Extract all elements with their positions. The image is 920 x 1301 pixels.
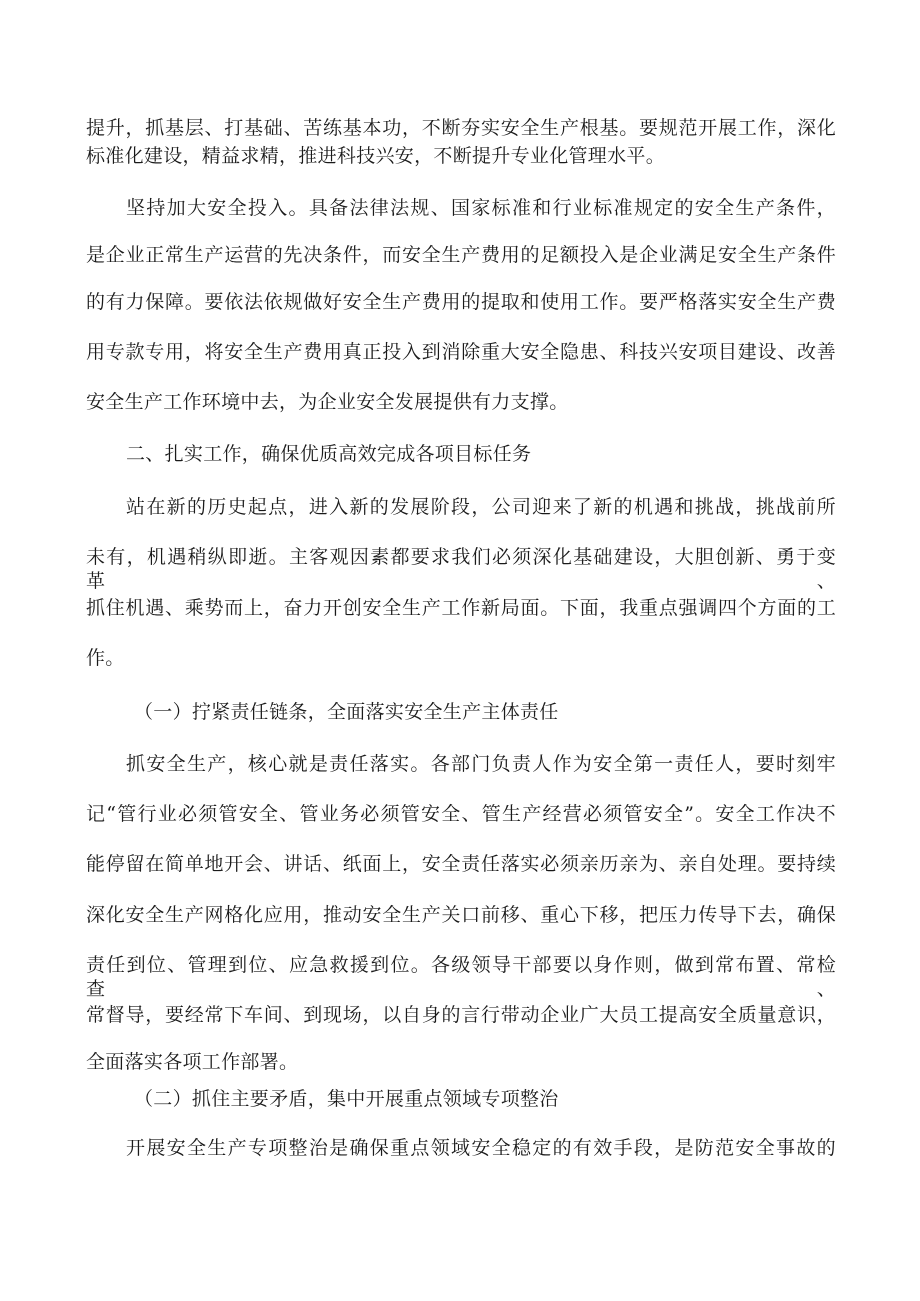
paragraph-3-line-1: 站在新的历史起点，进入新的发展阶段，公司迎来了新的机遇和挑战，挑战前所 — [126, 496, 836, 518]
paragraph-2-line-1: 坚持加大安全投入。具备法律法规、国家标准和行业标准规定的安全生产条件， — [126, 197, 836, 219]
paragraph-1-line-2: 标准化建设，精益求精，推进科技兴安，不断提升专业化管理水平。 — [86, 145, 666, 167]
paragraph-4-line-3: 能停留在简单地开会、讲话、纸面上，安全责任落实必须亲历亲为、亲自处理。要持续 — [86, 853, 836, 875]
paragraph-4-line-5: 责任到位、管理到位、应急救援到位。各级领导干部要以身作则，做到常布置、常检查、 — [86, 954, 836, 1000]
paragraph-4-line-4: 深化安全生产网格化应用，推动安全生产关口前移、重心下移，把压力传导下去，确保 — [86, 904, 836, 926]
paragraph-3-line-4: 作。 — [86, 647, 125, 669]
paragraph-4-line-1: 抓安全生产，核心就是责任落实。各部门负责人作为安全第一责任人，要时刻牢 — [126, 753, 836, 775]
paragraph-4-line-2: 记“管行业必须管安全、管业务必须管安全、管生产经营必须管安全”。安全工作决不 — [86, 803, 836, 825]
paragraph-2-line-5: 安全生产工作环境中去，为企业安全发展提供有力支撑。 — [86, 391, 569, 413]
paragraph-5-line-1: 开展安全生产专项整治是确保重点领域安全稳定的有效手段，是防范安全事故的 — [126, 1137, 836, 1159]
section-heading-2: 二、扎实工作，确保优质高效完成各项目标任务 — [126, 443, 532, 465]
paragraph-1-line-1: 提升，抓基层、打基础、苦练基本功，不断夯实安全生产根基。要规范开展工作，深化 — [86, 117, 836, 139]
paragraph-4-line-7: 全面落实各项工作部署。 — [86, 1051, 299, 1073]
paragraph-3-line-3: 抓住机遇、乘势而上，奋力开创安全生产工作新局面。下面，我重点强调四个方面的工 — [86, 597, 836, 619]
paragraph-2-line-2: 是企业正常生产运营的先决条件，而安全生产费用的足额投入是企业满足安全生产条件 — [86, 244, 836, 266]
subsection-heading-2: （二）抓住主要矛盾，集中开展重点领域专项整治 — [134, 1088, 559, 1110]
subsection-heading-1: （一）拧紧责任链条，全面落实安全生产主体责任 — [134, 701, 559, 723]
paragraph-2-line-3: 的有力保障。要依法依规做好安全生产费用的提取和使用工作。要严格落实安全生产费 — [86, 291, 836, 313]
paragraph-2-line-4: 用专款专用，将安全生产费用真正投入到消除重大安全隐患、科技兴安项目建设、改善 — [86, 341, 836, 363]
paragraph-3-line-2: 未有，机遇稍纵即逝。主客观因素都要求我们必须深化基础建设，大胆创新、勇于变革、 — [86, 546, 836, 592]
paragraph-4-line-6: 常督导，要经常下车间、到现场，以自身的言行带动企业广大员工提高安全质量意识， — [86, 1004, 836, 1026]
